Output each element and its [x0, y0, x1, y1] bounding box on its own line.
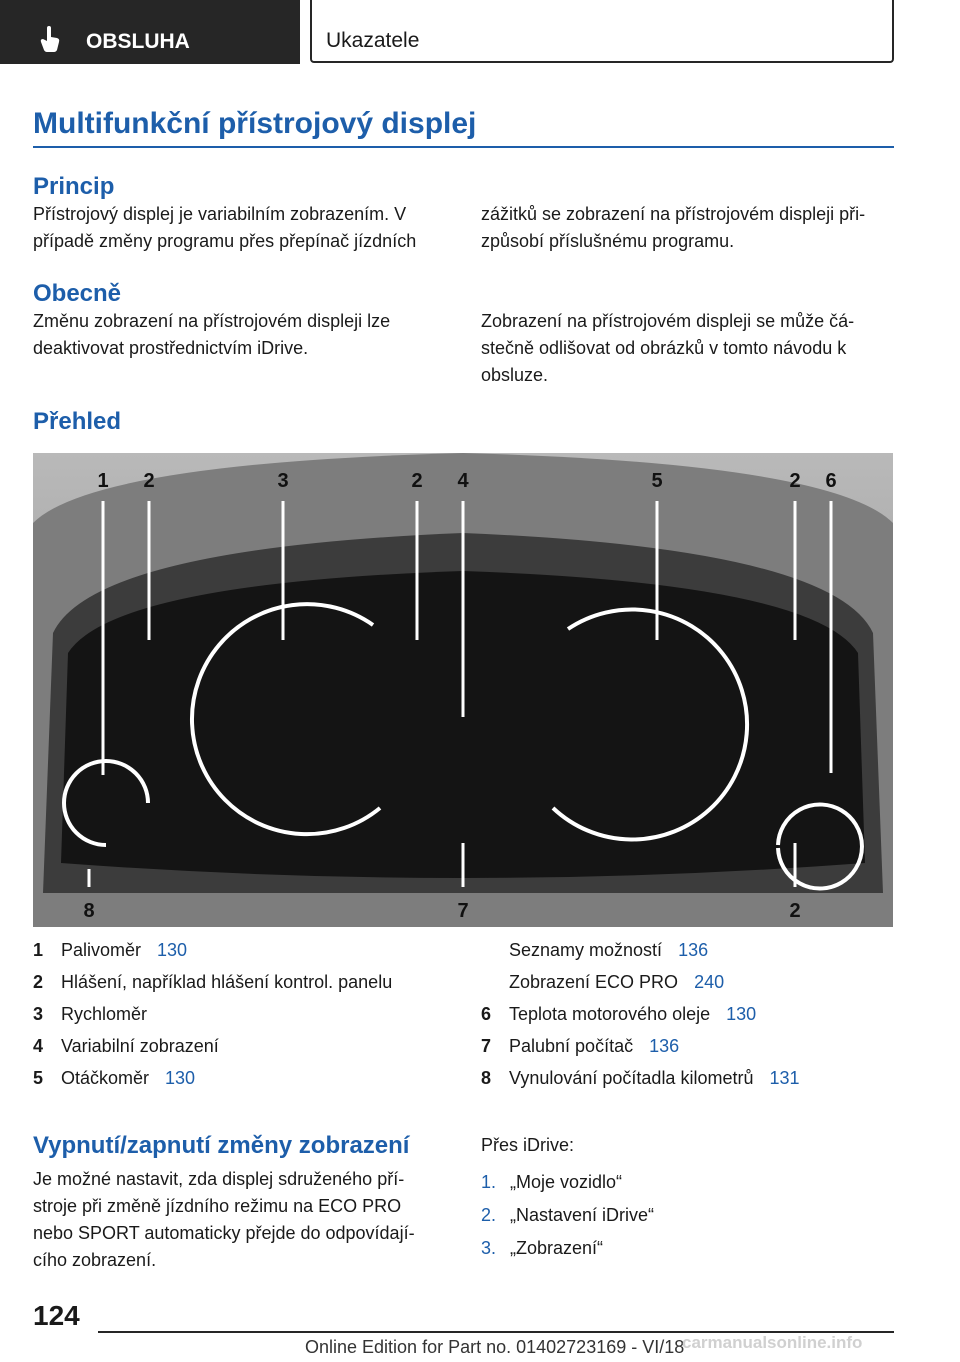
callout-1: 1: [97, 470, 109, 492]
legend-text: Seznamy možností: [509, 940, 663, 960]
callout-4: 4: [457, 470, 469, 492]
prehled-heading: Přehled: [33, 408, 122, 435]
page-ref-link[interactable]: 130: [157, 940, 188, 960]
legend-num: 4: [33, 1036, 44, 1056]
section-tab-label: OBSLUHA: [86, 30, 190, 53]
callout-8: 8: [83, 900, 95, 922]
legend-text: Palivoměr: [61, 940, 142, 960]
page-title: Multifunkční přístrojový displej: [33, 107, 477, 140]
legend-left: [33, 940, 453, 1100]
legend-num: 6: [481, 1004, 492, 1024]
legend-right: [481, 940, 901, 1100]
step-text: „Nastavení iDrive“: [510, 1205, 655, 1225]
callout-2d: 2: [789, 900, 801, 922]
legend-num: 1: [33, 940, 44, 960]
vypnuti-intro: Přes iDrive:: [481, 1135, 575, 1155]
footer-edition: Online Edition for Part no. 01402723169 - VI/18: [305, 1337, 685, 1357]
section-tab[interactable]: [0, 0, 300, 64]
step-text: „Moje vozidlo“: [510, 1172, 623, 1192]
page-ref-link[interactable]: 136: [678, 940, 709, 960]
page-number: 124: [33, 1300, 80, 1331]
legend-text: Hlášení, například hlášení kontrol. panelu: [61, 972, 393, 992]
legend-num: 2: [33, 972, 44, 992]
princip-text-right: zážitků se zobrazení na přístrojovém displeji při-způsobí příslušnému programu.: [481, 204, 866, 251]
watermark: carmanualsonline.info: [682, 1333, 863, 1352]
legend-num: 5: [33, 1068, 44, 1088]
callout-3: 3: [277, 470, 289, 492]
obecne-text-right: Zobrazení na přístrojovém displeji se může čá-stečně odlišovat od obrázků v tomto návodu k obsluze.: [481, 311, 855, 385]
page-ref-link[interactable]: 130: [165, 1068, 196, 1088]
step-number: 2.: [481, 1205, 497, 1225]
callout-6: 6: [825, 470, 837, 492]
obecne-text-left: Změnu zobrazení na přístrojovém displeji lze deaktivovat prostřednictvím iDrive.: [33, 311, 391, 358]
legend-text: Palubní počítač: [509, 1036, 634, 1056]
callout-5: 5: [651, 470, 663, 492]
step-number: 3.: [481, 1238, 497, 1258]
princip-heading: Princip: [33, 173, 115, 200]
legend-text: Rychloměr: [61, 1004, 148, 1024]
callout-2b: 2: [411, 470, 423, 492]
title-divider: [33, 146, 894, 148]
page-ref-link[interactable]: 136: [649, 1036, 680, 1056]
hand-icon: [40, 26, 60, 52]
step-number: 1.: [481, 1172, 497, 1192]
page-ref-link[interactable]: 131: [769, 1068, 800, 1088]
chapter-tab[interactable]: [310, 0, 894, 63]
callout-2c: 2: [789, 470, 801, 492]
legend-num: 7: [481, 1036, 492, 1056]
princip-text-left: Přístrojový displej je variabilním zobrazením. V případě změny programu přes přepínač jízdních: [33, 204, 417, 251]
legend-text: Vynulování počítadla kilometrů: [509, 1068, 754, 1088]
vypnuti-text: Je možné nastavit, zda displej sdruženého pří-stroje při změně jízdního režimu na ECO PRO nebo SPORT automaticky přejde do odpovídají-cího zobrazení.: [33, 1169, 415, 1270]
legend-text: Otáčkoměr: [61, 1068, 150, 1088]
obecne-heading: Obecně: [33, 280, 122, 307]
instrument-cluster-illustration: [33, 453, 893, 927]
step-text: „Zobrazení“: [510, 1238, 604, 1258]
vypnuti-heading: Vypnutí/zapnutí změny zobrazení: [33, 1132, 410, 1159]
callout-7: 7: [457, 900, 469, 922]
instrument-cluster-figure: [33, 453, 893, 927]
chapter-tab-label: Ukazatele: [326, 29, 420, 52]
legend-num: 8: [481, 1068, 492, 1088]
callout-2a: 2: [143, 470, 155, 492]
legend-text: Variabilní zobrazení: [61, 1036, 219, 1056]
legend-text: Teplota motorového oleje: [509, 1004, 711, 1024]
page-ref-link[interactable]: 240: [694, 972, 725, 992]
legend-num: 3: [33, 1004, 44, 1024]
page-ref-link[interactable]: 130: [726, 1004, 757, 1024]
legend-text: Zobrazení ECO PRO: [509, 972, 679, 992]
